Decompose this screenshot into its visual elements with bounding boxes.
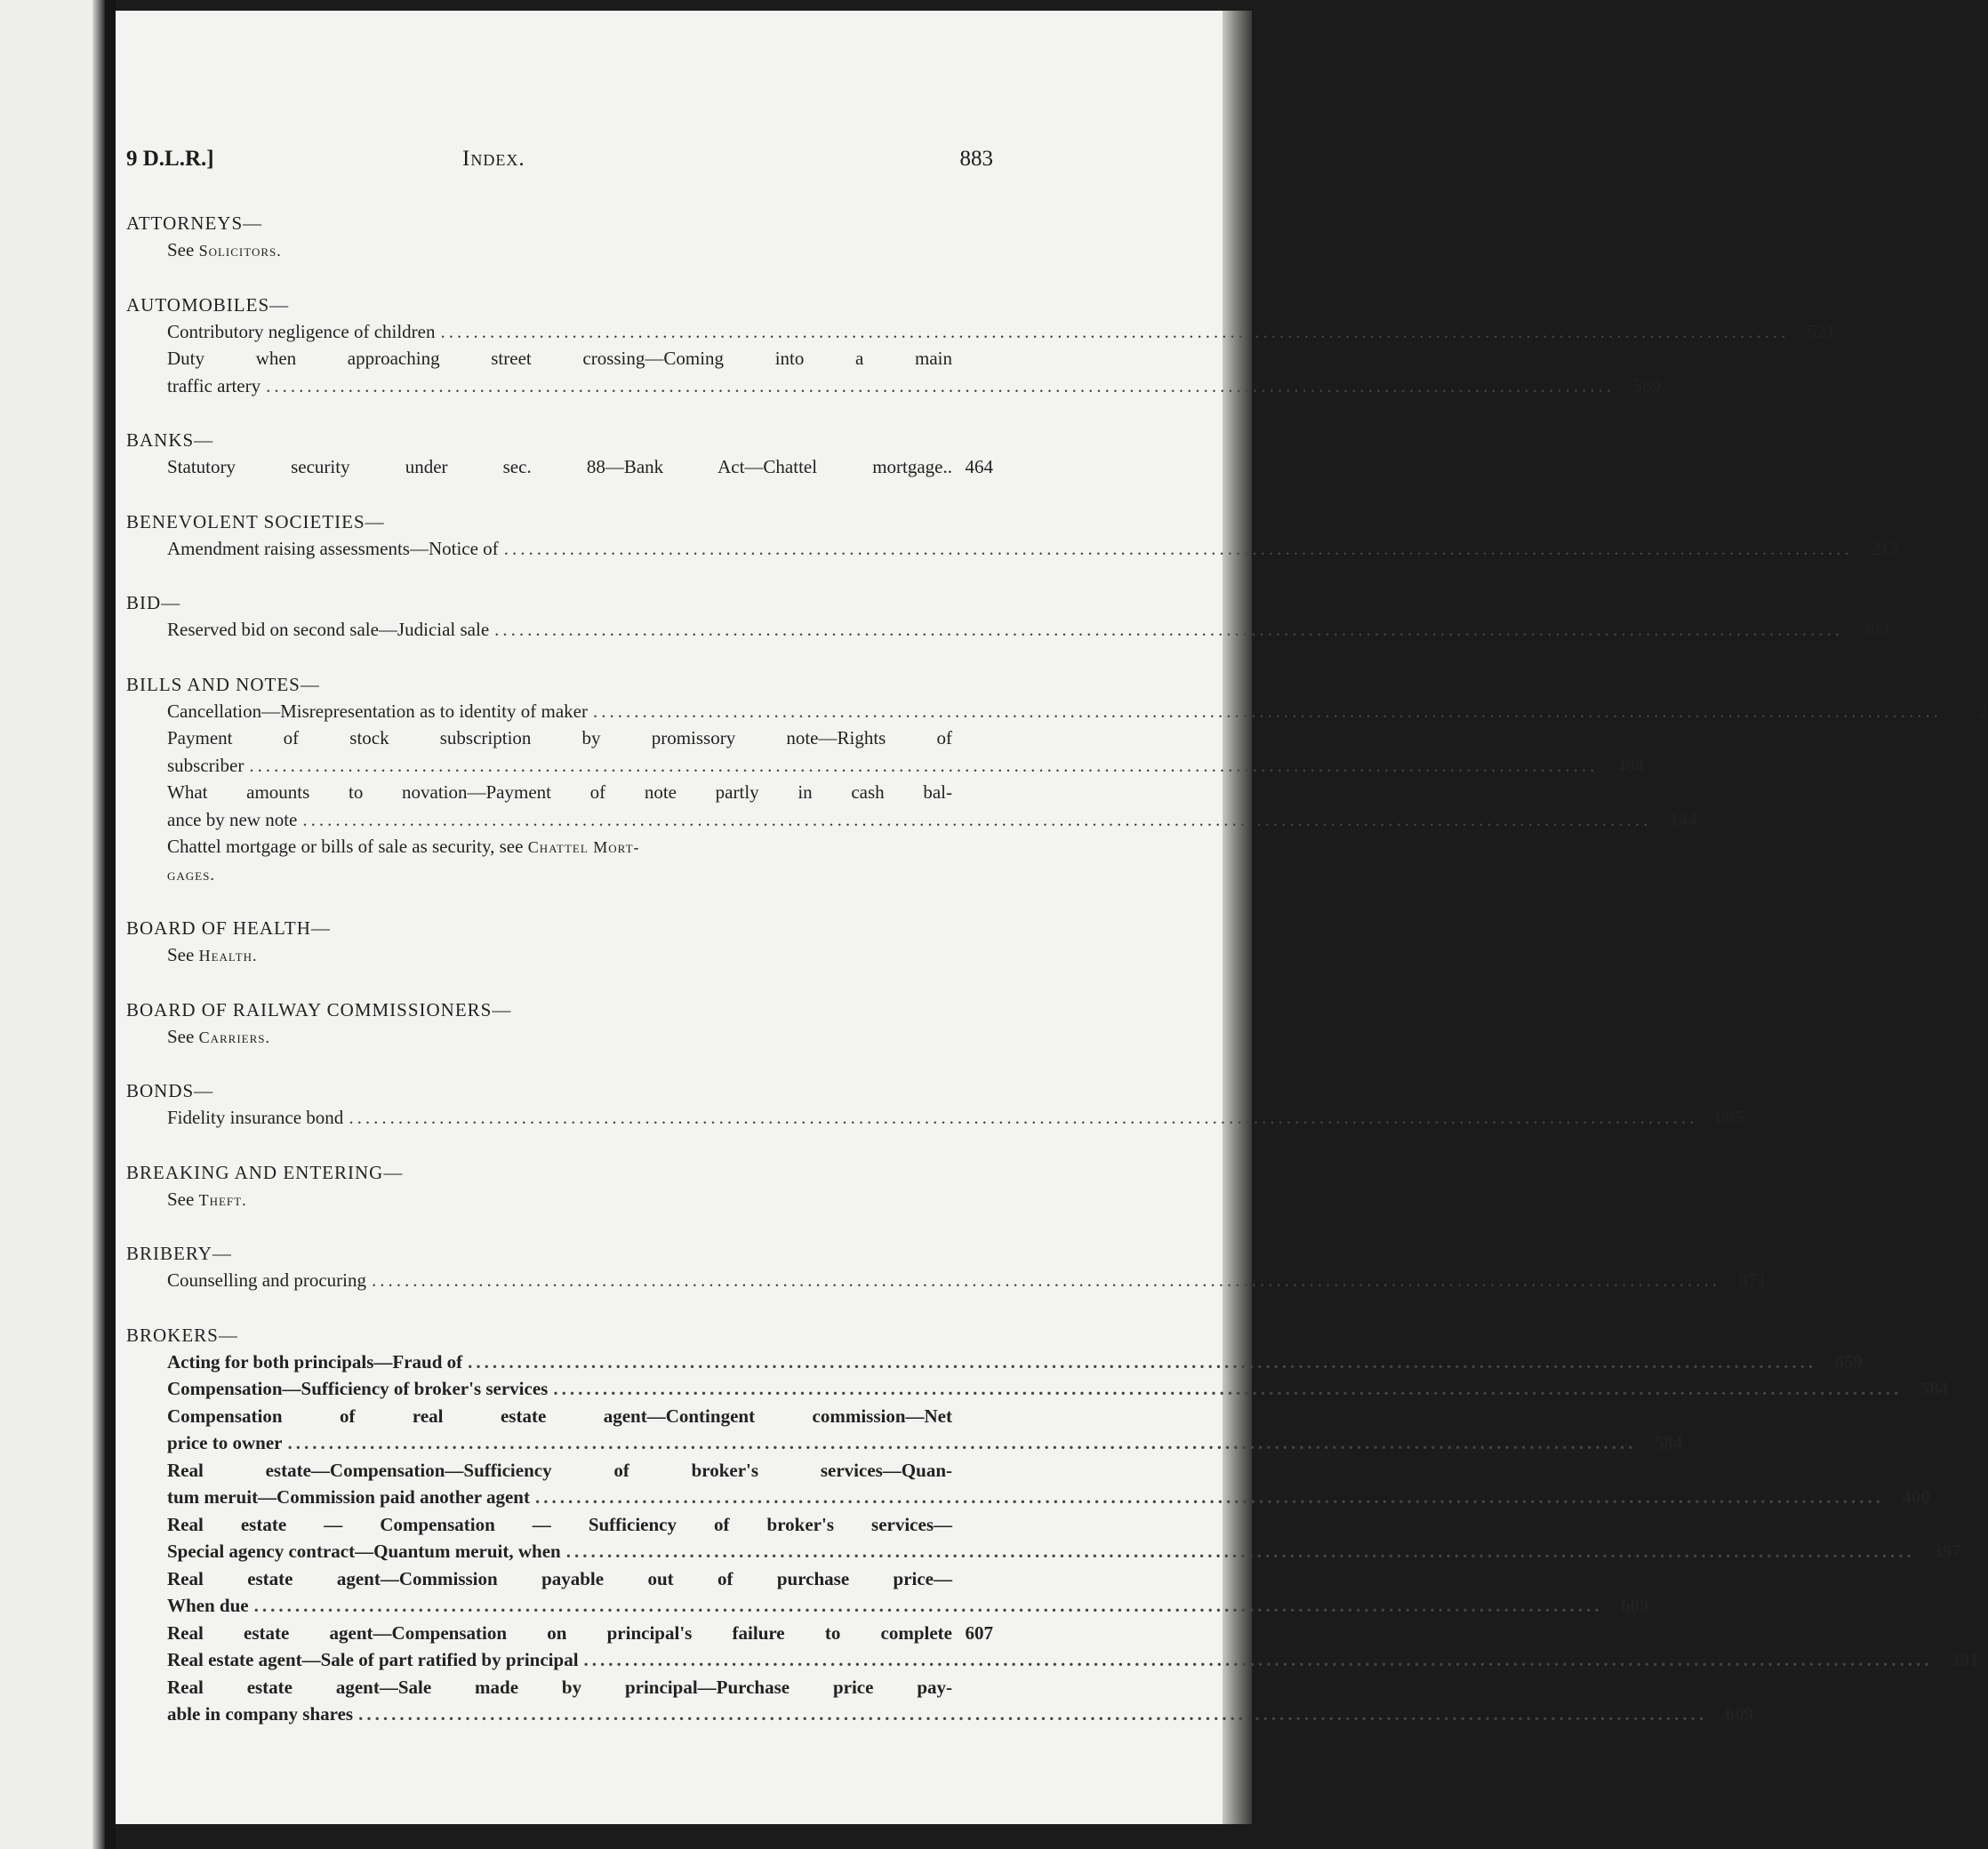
book-gutter xyxy=(105,0,116,1849)
dot-leader: .................................................................................................................................................................... xyxy=(468,1350,1817,1373)
cross-reference xyxy=(126,1186,993,1213)
see-prefix: See xyxy=(167,1188,199,1210)
entry-heading: BILLS AND NOTES— xyxy=(126,673,320,695)
line-text: Real estate—Compensation—Sufficiency of broker's services—Quan- xyxy=(167,1459,952,1481)
index-line xyxy=(126,1620,993,1647)
page-number: 883 xyxy=(959,147,993,171)
line-text: price to owner xyxy=(167,1432,283,1453)
dot-leader: .................................................................................................................................................................... xyxy=(440,320,1790,342)
facing-page xyxy=(0,0,105,1849)
index-line xyxy=(126,1674,993,1701)
page-reference: 609 xyxy=(1621,1595,1649,1616)
line-text: Duty when approaching street crossing—Coming into a main xyxy=(167,348,952,369)
index-line xyxy=(126,724,993,752)
index-line xyxy=(126,345,993,372)
dot-leader: .................................................................................................................................................................... xyxy=(565,1541,1915,1562)
line-text: Cancellation—Misrepresentation as to identity of maker xyxy=(167,700,588,722)
dot-leader: .................................................................................................................................................................... xyxy=(592,700,1942,722)
page-reference: 584 xyxy=(1920,1378,1949,1399)
line-text: ance by new note xyxy=(167,808,298,830)
entry-heading: ATTORNEYS— xyxy=(126,212,263,234)
page-reference: 144 xyxy=(1669,808,1698,830)
dot-leader: .................................................................................................................................................................... xyxy=(583,1649,1933,1670)
index-line xyxy=(126,779,993,806)
line-text: Statutory security under sec. 88—Bank Act—Chattel mortgage.. xyxy=(167,456,952,477)
index-line xyxy=(126,1646,1979,1674)
index-entries xyxy=(126,210,1988,1756)
index-entry-bribery xyxy=(126,1240,1767,1294)
index-entry-board-of-railway-commissioners xyxy=(126,997,993,1051)
page-reference: 397 xyxy=(1933,1541,1961,1562)
line-text: Acting for both principals—Fraud of xyxy=(167,1350,463,1373)
entry-heading: BREAKING AND ENTERING— xyxy=(126,1161,404,1183)
index-line xyxy=(126,1267,1767,1294)
index-line xyxy=(126,1538,1961,1565)
dot-leader: .................................................................................................................................................................... xyxy=(253,1595,1603,1616)
cross-reference xyxy=(126,236,993,264)
cross-reference xyxy=(126,1023,993,1051)
index-entry-benevolent-societies xyxy=(126,508,1899,563)
index-line xyxy=(126,860,993,888)
entry-heading: BOARD OF RAILWAY COMMISSIONERS— xyxy=(126,998,512,1021)
page-reference: 609 xyxy=(1725,1703,1754,1725)
index-line xyxy=(126,1349,1864,1376)
index-line xyxy=(126,1592,1649,1620)
entry-heading: BRIBERY— xyxy=(126,1243,232,1264)
page-reference: 464 xyxy=(965,456,993,477)
index-entry-attorneys xyxy=(126,210,993,264)
dot-leader: .................................................................................................................................................................... xyxy=(249,754,1599,776)
entry-heading: AUTOMOBILES— xyxy=(126,293,290,316)
page-reference: 871 xyxy=(1738,1269,1767,1291)
line-text: tum meruit—Commission paid another agent xyxy=(167,1486,530,1508)
see-target: Chattel Mort- xyxy=(527,838,640,856)
line-text: Counselling and procuring xyxy=(167,1269,366,1291)
entry-heading: BID— xyxy=(126,592,181,613)
page-reference: 484 xyxy=(1615,754,1645,776)
index-entry-bid xyxy=(126,589,1890,644)
line-text xyxy=(167,833,640,861)
dot-leader: .................................................................................................................................................................... xyxy=(553,1378,1903,1399)
line-text: Compensation—Sufficiency of broker's services xyxy=(167,1378,549,1399)
page-reference: 659 xyxy=(1834,1350,1864,1373)
index-line xyxy=(126,535,1899,563)
index-line xyxy=(126,616,1890,644)
see-target: Theft. xyxy=(198,1190,247,1209)
dot-leader: .................................................................................................................................................................... xyxy=(302,808,1652,830)
page-reference: 521 xyxy=(1808,320,1836,342)
see-target: Health. xyxy=(198,947,258,965)
index-entry-bonds xyxy=(126,1077,1744,1132)
line-text: Real estate — Compensation — Sufficiency of broker's services— xyxy=(167,1513,952,1535)
see-target: Solicitors. xyxy=(198,242,282,260)
index-line xyxy=(126,1701,1754,1728)
line-text: What amounts to novation—Payment of note partly in cash bal- xyxy=(167,781,952,803)
line-text: Payment of stock subscription by promissory note—Rights of xyxy=(167,727,952,748)
page-reference: 2 xyxy=(1978,700,1988,722)
index-line xyxy=(126,698,1988,725)
dot-leader: .................................................................................................................................................................... xyxy=(287,1432,1637,1453)
page-reference: 400 xyxy=(1902,1486,1930,1508)
index-line xyxy=(126,372,1662,400)
page-reference: 607 xyxy=(965,1621,993,1644)
index-line xyxy=(126,1104,1744,1132)
index-line xyxy=(126,1457,993,1485)
dot-leader: .................................................................................................................................................................... xyxy=(266,374,1615,396)
index-entry-banks xyxy=(126,427,993,481)
page-reference: 383 xyxy=(1861,619,1890,640)
dot-leader: .................................................................................................................................................................... xyxy=(358,1703,1708,1725)
page-reference: 584 xyxy=(1654,1432,1683,1453)
line-text: When due xyxy=(167,1595,249,1616)
index-line xyxy=(126,1429,1683,1457)
entry-heading: BONDS— xyxy=(126,1080,214,1101)
line-text: Fidelity insurance bond xyxy=(167,1107,344,1128)
entry-heading: BOARD OF HEALTH— xyxy=(126,917,331,939)
line-text: Real estate agent—Sale made by principal—Purchase price pay- xyxy=(167,1676,952,1698)
index-line xyxy=(126,1375,1949,1403)
index-line xyxy=(126,1511,993,1539)
page-reference: 685 xyxy=(1715,1107,1744,1128)
index-entry-board-of-health xyxy=(126,915,993,969)
index-entry-brokers xyxy=(126,1322,1979,1728)
line-text: subscriber xyxy=(167,754,244,776)
dot-leader: .................................................................................................................................................................... xyxy=(534,1486,1884,1508)
cross-reference xyxy=(126,941,993,969)
dot-leader: .................................................................................................................................................................... xyxy=(494,619,1844,640)
volume-label: 9 D.L.R.] xyxy=(126,147,214,171)
see-prefix: See xyxy=(167,239,199,260)
index-line xyxy=(126,453,993,481)
index-entry-breaking-and-entering xyxy=(126,1159,993,1213)
page-reference: 569 xyxy=(1632,374,1662,396)
line-text: traffic artery xyxy=(167,374,261,396)
entry-heading: BENEVOLENT SOCIETIES— xyxy=(126,510,385,532)
line-text xyxy=(167,860,215,889)
entry-heading: BROKERS— xyxy=(126,1324,238,1346)
running-header xyxy=(126,147,993,186)
dot-leader: .................................................................................................................................................................... xyxy=(371,1269,1720,1291)
index-line xyxy=(126,806,1698,834)
line-text: Amendment raising assessments—Notice of xyxy=(167,537,499,559)
line-text: Contributory negligence of children xyxy=(167,320,436,342)
index-line xyxy=(126,1484,1930,1511)
index-line xyxy=(126,1565,993,1593)
line-text: Reserved bid on second sale—Judicial sale xyxy=(167,619,490,640)
index-entry-automobiles xyxy=(126,292,1836,400)
line-text: Real estate agent—Sale of part ratified by principal xyxy=(167,1649,579,1670)
dot-leader: .................................................................................................................................................................... xyxy=(349,1107,1698,1128)
line-text: Special agency contract—Quantum meruit, when xyxy=(167,1541,561,1562)
index-line xyxy=(126,752,1645,780)
index-entry-bills-and-notes xyxy=(126,671,1988,888)
line-text: Compensation of real estate agent—Contingent commission—Net xyxy=(167,1405,952,1427)
see-prefix: See xyxy=(167,944,199,965)
see-prefix: See xyxy=(167,1025,199,1047)
page-reference: 381 xyxy=(1951,1649,1979,1670)
page-title: Index. xyxy=(462,147,525,171)
dot-leader: .................................................................................................................................................................... xyxy=(503,537,1853,559)
line-prefix: Chattel mortgage or bills of sale as security, see xyxy=(167,836,528,857)
see-target: Carriers. xyxy=(198,1028,270,1046)
line-text: able in company shares xyxy=(167,1703,354,1725)
page-reference: 213 xyxy=(1871,537,1899,559)
entry-heading: BANKS— xyxy=(126,429,214,451)
index-line xyxy=(126,1403,993,1430)
line-text: Real estate agent—Compensation on principal's failure to complete xyxy=(167,1621,952,1644)
line-text: Real estate agent—Commission payable out of purchase price— xyxy=(167,1567,952,1589)
see-target: gages. xyxy=(167,865,215,884)
index-line xyxy=(126,318,1836,346)
index-line xyxy=(126,833,993,860)
